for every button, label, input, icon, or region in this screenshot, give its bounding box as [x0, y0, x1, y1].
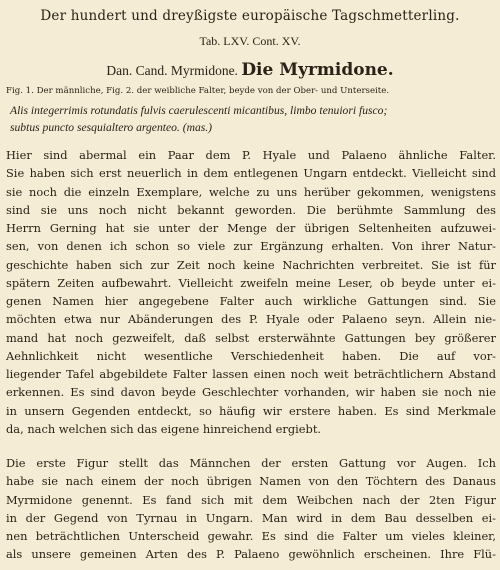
text-line: habe sie nach einem der noch übrigen Namen von den Töchtern des Danaus [6, 474, 496, 489]
text-line: sind sie uns noch nicht bekannt geworden. Die berühmte Sammlung des [6, 202, 496, 217]
text-line: als unsere gemeinen Arten des P. Palaeno gewöhnlich erscheinen. Ihre Flü- [6, 547, 496, 562]
species-name-latin: Dan. Cand. Myrmidone. [106, 63, 238, 78]
paragraph-1 [6, 146, 496, 438]
species-name-german: Die Myrmidone. [241, 60, 394, 80]
text-line: da, nach welchen sich das eigene hinreichend ergiebt. [6, 421, 322, 436]
plate-reference: Tab. LXV. Cont. XV. [199, 34, 301, 48]
text-line: Herrn Gerning hat sie unter der Menge der übrigen Seltenheiten aufzuwei- [6, 221, 496, 235]
text-line: möchten etwa nur Abänderungen des P. Hyale oder Palaeno seyn. Allein nie- [6, 312, 496, 327]
text-line: mand hat noch gezweifelt, daß selbst ersterwähnte Gattungen bey größerer [6, 330, 496, 345]
latin-diagnosis [10, 102, 490, 136]
text-line: in der Gegend von Tyrnau in Ungarn. Man wird in dem Bau desselben ei- [6, 510, 496, 525]
text-line: spätern Zeiten aufbewahrt. Vielleicht zweifeln meine Leser, ob beyde unter ei- [6, 275, 496, 290]
text-line: Die erste Figur stellt das Männchen der ersten Gattung vor Augen. Ich [6, 456, 496, 470]
page-heading: Der hundert und dreyßigste europäische Tagschmetterling. [40, 8, 460, 24]
figure-caption: Fig. 1. Der männliche, Fig. 2. der weibliche Falter, beyde von der Ober- und Unterseite. [6, 86, 390, 96]
text-line: genen Namen hier angegebene Falter auch wirkliche Gattungen sind. Sie [6, 294, 496, 308]
text-line: sen, von denen ich schon so viele zur Ergänzung erhalten. Von ihrer Natur- [6, 239, 496, 254]
text-line: Myrmidone genennt. Es fand sich mit dem Weibchen nach der 2ten Figur [6, 492, 496, 507]
text-line: nen beträchtlichen Unterscheid gewahr. Es sind die Falter um vieles kleiner, [6, 529, 496, 543]
text-line: sie noch die einzeln Exemplare, welche zu uns herüber gekommen, wenigstens [6, 184, 496, 199]
text-line: Aehnlichkeit nicht wesentliche Verschiedenheit haben. Die auf vor- [6, 348, 496, 363]
text-line: in unsern Gegenden entdeckt, so häufig wir erstere haben. Es sind Merkmale [6, 403, 496, 418]
text-line: Hier sind abermal ein Paar dem P. Hyale und Palaeno ähnliche Falter. [6, 148, 496, 162]
species-title [0, 60, 500, 80]
text-line: liegender Tafel abgebildete Falter lassen einen noch weit beträchtlichern Abstand [6, 367, 496, 381]
latin-line: subtus puncto sesquialtero argenteo. (mas.) [10, 121, 213, 134]
latin-line: Alis integerrimis rotundatis fulvis caerulescenti micantibus, limbo tenuiori fusco; [10, 104, 388, 117]
paragraph-2 [6, 454, 496, 564]
text-line: geschichte haben sich zur Zeit noch keine Nachrichten verbreitet. Sie ist für [6, 257, 496, 272]
text-line: Sie haben sich erst neuerlich in dem entlegenen Ungarn entdeckt. Vielleicht sind [6, 166, 496, 181]
text-line: erkennen. Es sind davon beyde Geschlechter vorhanden, wir haben sie noch nie [6, 385, 496, 400]
